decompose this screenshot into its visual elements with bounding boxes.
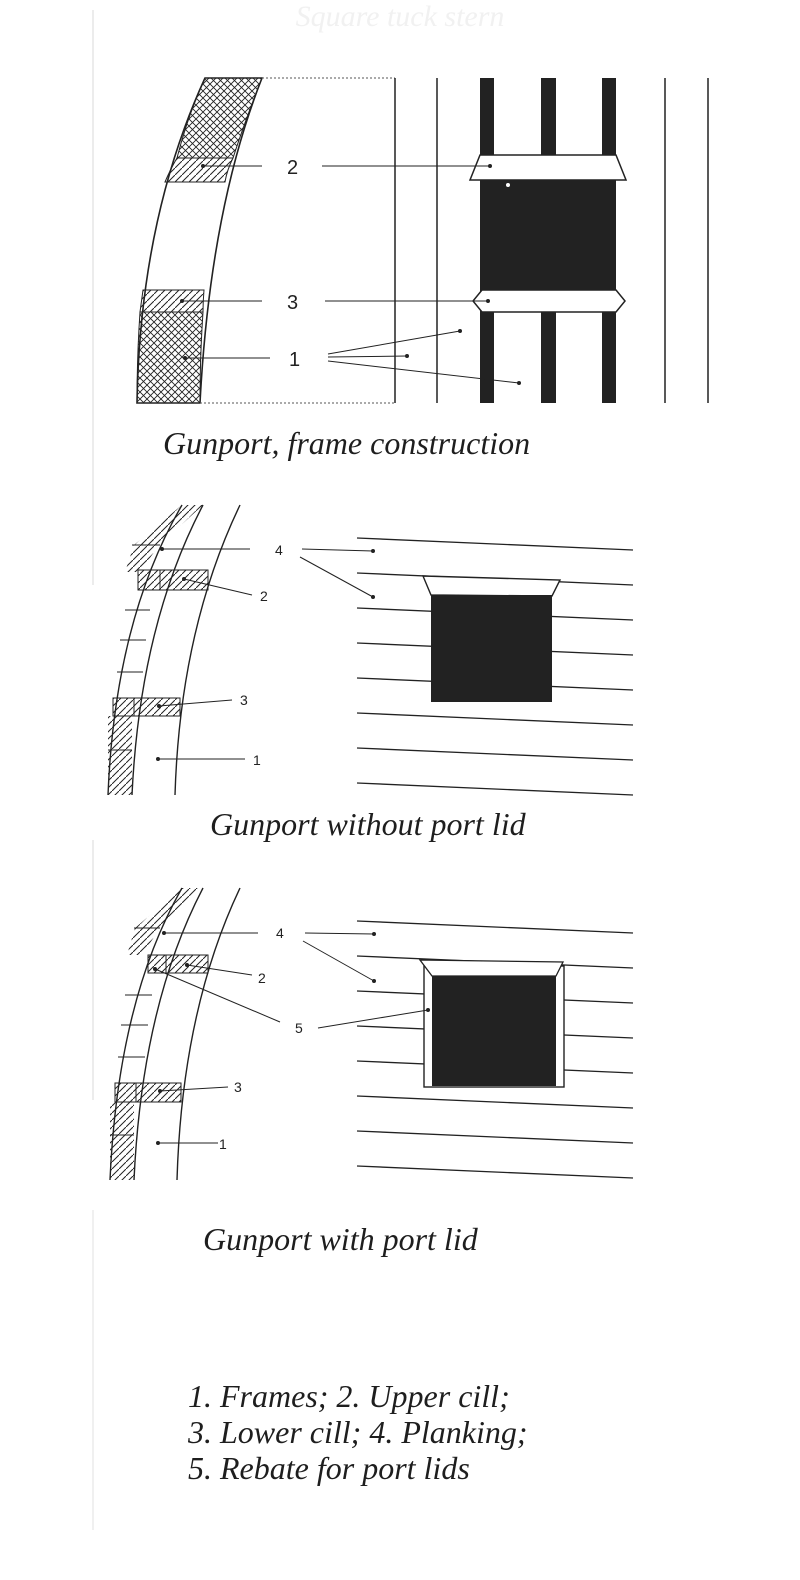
planking-elevation-view — [357, 538, 633, 795]
frame-section-view — [137, 78, 395, 403]
caption-with-port-lid: Gunport with port lid — [203, 1221, 478, 1257]
label-5: 5 — [295, 1020, 303, 1036]
label-2: 2 — [258, 970, 266, 986]
legend-line: 5. Rebate for port lids — [188, 1450, 470, 1486]
legend — [188, 1378, 528, 1486]
legend-line: 1. Frames; 2. Upper cill; — [188, 1378, 510, 1414]
label-1: 1 — [253, 752, 261, 768]
label-3: 3 — [234, 1079, 242, 1095]
label-2: 2 — [260, 588, 268, 604]
planking-elevation-view — [357, 921, 633, 1178]
legend-line: 3. Lower cill; 4. Planking; — [188, 1414, 528, 1450]
gunport-opening — [432, 976, 556, 1086]
upper-cill — [420, 960, 563, 976]
caption-without-port-lid: Gunport without port lid — [210, 806, 526, 842]
leader-lines — [182, 166, 519, 383]
gunport-opening — [480, 180, 616, 290]
faint-heading: Square tuck stern — [295, 0, 505, 33]
gunport-opening — [431, 595, 552, 702]
label-3: 3 — [240, 692, 248, 708]
lower-cill — [473, 290, 625, 312]
label-4: 4 — [275, 542, 283, 558]
caption-frame-construction: Gunport, frame construction — [163, 425, 531, 461]
diagram-with-port-lid — [110, 888, 633, 1180]
upper-cill — [423, 576, 560, 596]
diagram-without-port-lid — [108, 505, 633, 795]
diagram-frame-construction — [137, 78, 708, 403]
label-3: 3 — [287, 292, 299, 314]
upper-cill — [470, 155, 626, 180]
label-1: 1 — [289, 349, 301, 371]
frame-elevation-view — [395, 78, 708, 403]
label-4: 4 — [276, 925, 284, 941]
label-2: 2 — [287, 157, 299, 179]
label-1: 1 — [219, 1136, 227, 1152]
